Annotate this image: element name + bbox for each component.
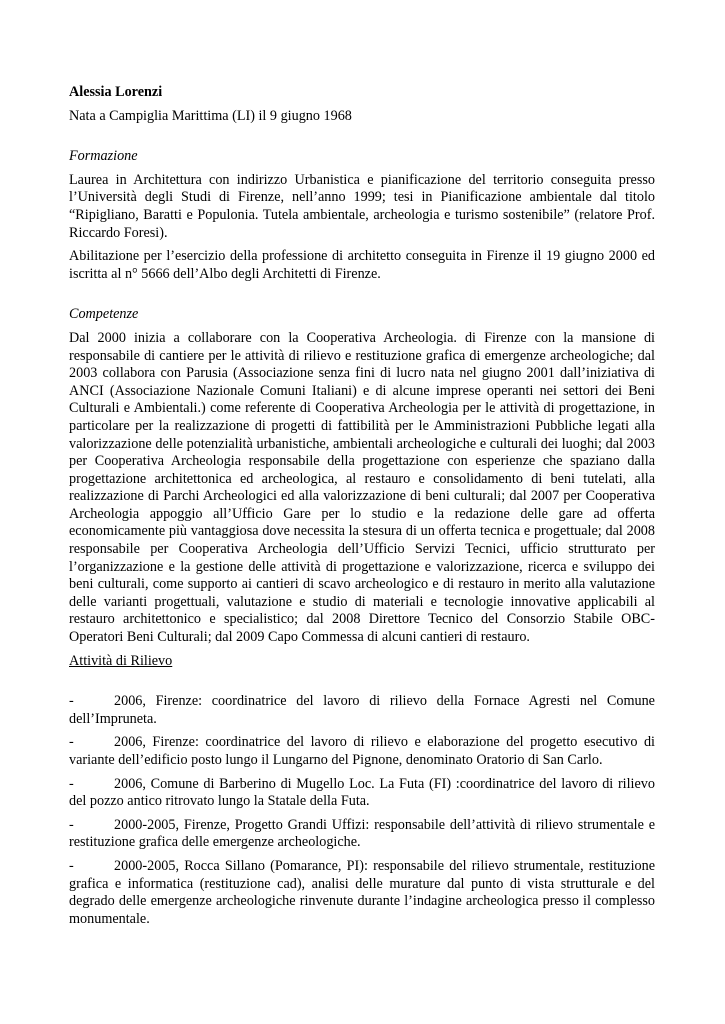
- formazione-paragraph: Abilitazione per l’esercizio della professione di architetto conseguita in Firenze il 19 giugno 2000 ed iscritta al n° 5666 dell’Albo degli Architetti di Firenze.: [69, 248, 655, 282]
- list-item: [69, 817, 655, 852]
- list-item: [69, 734, 655, 769]
- list-bullet: -: [69, 816, 74, 833]
- formazione-paragraph: Laurea in Architettura con indirizzo Urbanistica e pianificazione del territorio conseguita presso l’Università degli Studi di Firenze, nell’anno 1999; tesi in Pianificazione ambientale dal titolo “Ripigliano, Baratti e Populonia. Tutela ambientale, archeologia e turismo sostenibile” (relatore Prof. Riccardo Foresi).: [69, 171, 655, 241]
- section-title-rilievo: Attività di Rilievo: [69, 652, 173, 669]
- list-bullet: -: [69, 693, 74, 710]
- list-bullet: -: [69, 857, 74, 874]
- list-item-text: 2006, Firenze: coordinatrice del lavoro di rilievo della Fornace Agresti nel Comune dell’Impruneta.: [69, 693, 655, 727]
- list-bullet: -: [69, 775, 74, 792]
- birth-info: Nata a Campiglia Marittima (LI) il 9 giugno 1968: [69, 107, 352, 124]
- list-item-text: 2000-2005, Rocca Sillano (Pomarance, PI): responsabile del rilievo strumentale, restituzione grafica e informatica (restituzione cad), analisi delle murature dal punto di vista strutturale e del degrado delle emergenze archeologiche rinvenute durante l’indagine archeologica presso il complesso monumentale.: [69, 857, 655, 927]
- list-item-text: 2006, Firenze: coordinatrice del lavoro di rilievo e elaborazione del progetto esecutivo di variante dell’edificio posto lungo il Lungarno del Pignone, denominato Oratorio di San Carlo.: [69, 734, 655, 768]
- list-item: [69, 693, 655, 728]
- list-bullet: -: [69, 734, 74, 751]
- competenze-paragraph: Dal 2000 inizia a collaborare con la Cooperativa Archeologia. di Firenze con la mansione di responsabile di cantiere per le attività di rilievo e restituzione grafica di emergenze archeologiche; dal 2003 collabora con Parusia (Associazione senza fini di lucro nata nel giugno 2001 dall’iniziativa di ANCI (Associazione Nazionale Comuni Italiani) e di alcune imprese operanti nei settori dei Beni Culturali e Ambientali.) come referente di Cooperativa Archeologia per le attività di progettazione, in particolare per la realizzazione di progetti di fattibilità per le Amministrazioni Pubbliche legati alla valorizzazione delle potenzialità urbanistiche, ambientali archeologiche e culturali dei luoghi; dal 2003 per Cooperativa Archeologia responsabile della progettazione con esperienze che spaziano dalla progettazione architettonica ed archeologica, al restauro e consolidamento di beni tutelati, alla realizzazione di Parchi Archeologici ed alla valorizzazione di beni culturali; dal 2007 per Cooperativa Archeologia appoggio all’Ufficio Gare per lo studio e la redazione delle gare ad offerta economicamente più vantaggiosa dove necessita la stesura di un offerta tecnica e progettuale; dal 2008 responsabile per Cooperativa Archeologia dell’Ufficio Servizi Tecnici, ufficio strutturato per l’organizzazione e la gestione delle attività di progettazione e valorizzazione, ricerca e sviluppo dei beni culturali, come supporto ai cantieri di scavo archeologico e di restauro in merito alla valutazione delle varianti progettuali, valutazione e studio di materiali e tecnologie innovative applicabili al restauro architettonico e specialistico; dal 2008 Direttore Tecnico del Consorzio Stabile OBC- Operatori Beni Culturali; dal 2009 Capo Commessa di alcuni cantieri di restauro.: [69, 329, 655, 646]
- section-title-competenze: Competenze: [69, 306, 139, 323]
- list-item: [69, 858, 655, 928]
- section-title-formazione: Formazione: [69, 148, 138, 165]
- document-page: [69, 84, 655, 934]
- author-name: Alessia Lorenzi: [69, 84, 163, 100]
- list-item: [69, 776, 655, 811]
- list-item-text: 2000-2005, Firenze, Progetto Grandi Uffizi: responsabile dell’attività di rilievo strumentale e restituzione grafica delle emergenze archeologiche.: [69, 816, 655, 851]
- list-item-text: 2006, Comune di Barberino di Mugello Loc. La Futa (FI) :coordinatrice del lavoro di rilievo del pozzo antico ritrovato lungo la Statale della Futa.: [69, 775, 655, 810]
